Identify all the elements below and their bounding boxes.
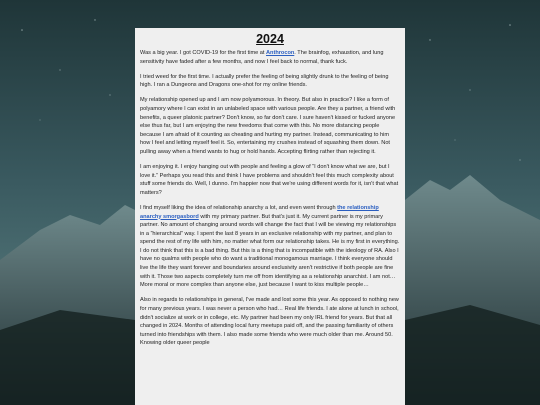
- paragraph-text: Also in regards to relationships in general, I've made and lost some this year. As opposed to nothing new for many previous years. I was never a person who had… Real life friends. I ate alone at lunch in school, didn't socialize at work or in college, etc. My partner had been my only IRL friend for years. But that all changed in 2024. Months of attending local furry meetups paid off, and the passing familiarity of others turned into friendships with them. I also made some friends who were much older than me. Around 50. Knowing older queer people: [140, 297, 399, 347]
- inline-link[interactable]: Anthrocon: [266, 50, 295, 56]
- article-body: [140, 49, 400, 348]
- paragraph-text: . The brainfog, exhaustion, and lung sensitivity have faded after a few months, and now I feel back to normal, thank fuck.: [140, 50, 384, 65]
- page-title: 2024: [256, 32, 284, 46]
- paragraph: [140, 73, 400, 90]
- paragraph: [140, 163, 400, 197]
- content-panel: [135, 28, 405, 405]
- inline-link[interactable]: the relationship anarchy smorgasbord: [140, 204, 379, 220]
- paragraph: [140, 49, 400, 66]
- paragraph: [140, 204, 400, 290]
- paragraph: [140, 296, 400, 348]
- paragraph-text: with my primary partner. But that's just it. My current partner is my primary partner. No amount of changing around words will change the fact that I will be viewing my relationships in a “hierarchical” way. I spent the last 8 years in an exclusive relationship with my partner, and plan to spend the rest of my life with him, no matter what form our relationship takes. He is my first in everything. I do not think that this is a bad thing. But this is a thing that is incompatible with the ideology of RA. Also I have no qualms with people who do want a traditional monogamous marriage. I think everyone should live the life they want forever and boundaries around exclusivity aren't restrictive if both people are fine with it. Those two aspects completely turn me off from identifying as a relationship anarchist. I am not… More moral or more complex than anyone else, just because I want to kiss multiple people…: [140, 213, 400, 289]
- paragraph-text: My relationship opened up and I am now polyamorous. In theory. But also in practice? I like a form of polyamory where I can exist in an unlabeled space with various people. Are they a partner, a friend with benefits, a queer platonic partner? Don't know, so far don't care. I sure haven't kissed or fucked anyone else thus far, but I am enjoying the new freedoms that come with this. No more distancing people because I am afraid of it counting as cheating and hurting my partner. Instead, communicating to him how I feel and letting myself feel it. So, entertaining my crushes instead of squashing them down. Not pulling away when a friend wants to hug or hold hands. Accepting flirting rather than rejecting it.: [140, 97, 396, 155]
- paragraph-text: Was a big year. I got COVID-19 for the first time at: [140, 50, 267, 56]
- paragraph-text: I find myself liking the idea of relationship anarchy a lot, and even went through: [140, 204, 338, 211]
- paragraph: [140, 96, 400, 156]
- paragraph-text: I am enjoying it. I enjoy hanging out with people and feeling a glow of “I don't know what we are, but I love it.” Perhaps you read this and think I have problems and shouldn't feel this much complexity about stuff some friends do. Well, I dunno. I'm happier now that we're using different words for it, isn't that what matters?: [140, 164, 399, 196]
- paragraph-text: I tried weed for the first time. I actually prefer the feeling of being slightly drunk to the feeling of being high. I ran a Dungeons and Dragons one-shot for my online friends.: [140, 73, 389, 89]
